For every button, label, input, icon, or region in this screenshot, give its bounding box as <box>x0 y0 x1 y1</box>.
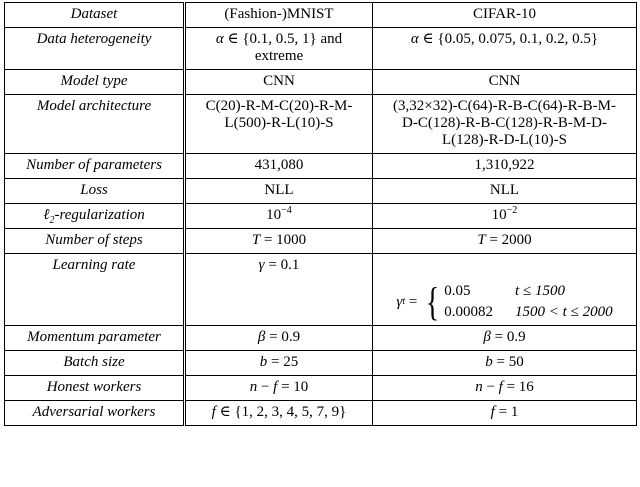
momentum-value: 0.9 <box>506 329 526 345</box>
arch-line: D-C(128)-R-B-C(128)-R-B-M-D- <box>402 115 607 131</box>
adversarial-set: {1, 2, 3, 4, 5, 7, 9} <box>234 404 347 420</box>
brace-glyph: { <box>425 279 440 324</box>
cell-mnist: γ = 0.1 <box>185 254 373 326</box>
lr-case-value: 0.05 <box>444 283 471 299</box>
cell-cifar: NLL <box>373 179 637 204</box>
l2-exponent: −2 <box>506 205 518 216</box>
row-label: Number of parameters <box>5 154 185 179</box>
heterogeneity-set: {0.05, 0.075, 0.1, 0.2, 0.5} <box>437 31 599 47</box>
cell-mnist: n − f = 10 <box>185 376 373 401</box>
heterogeneity-suffix: and <box>320 31 343 47</box>
arch-line: C(20)-R-M-C(20)-R-M- <box>205 98 353 114</box>
l2-sub: 2 <box>49 215 55 226</box>
row-label: Honest workers <box>5 376 185 401</box>
lr-case-condition: t ≤ 1500 <box>515 283 565 299</box>
table-row-l2 <box>5 204 637 229</box>
table-row-adversarial <box>5 401 637 426</box>
row-label: ℓ$_2$-regularization <box>5 204 185 229</box>
row-label: Data heterogeneity <box>5 28 185 70</box>
table-row-batch <box>5 351 637 376</box>
honest-value: 10 <box>293 379 309 395</box>
row-label: Dataset <box>5 3 185 28</box>
cell-cifar: n − f = 16 <box>373 376 637 401</box>
row-label: Number of steps <box>5 229 185 254</box>
l2-label-rest: -regularization <box>54 207 145 223</box>
cell-cifar <box>373 254 637 326</box>
arch-line: (3,32×32)-C(64)-R-B-C(64)-R-B-M- <box>392 98 616 114</box>
table-row-momentum <box>5 326 637 351</box>
cell-mnist: β = 0.9 <box>185 326 373 351</box>
adversarial-value: 1 <box>510 404 519 420</box>
cell-mnist: 431,080 <box>185 154 373 179</box>
cell-mnist: NLL <box>185 179 373 204</box>
cell-mnist: CNN <box>185 70 373 95</box>
table-row-steps <box>5 229 637 254</box>
cell-cifar <box>373 95 637 154</box>
cell-mnist: T = 1000 <box>185 229 373 254</box>
cell-cifar <box>373 204 637 229</box>
cell-mnist <box>185 204 373 229</box>
cell-cifar: 1,310,922 <box>373 154 637 179</box>
arch-line: L(128)-R-D-L(10)-S <box>442 132 567 148</box>
table-row-honest <box>5 376 637 401</box>
l2-base: 10 <box>491 207 507 223</box>
l2-base: 10 <box>266 207 282 223</box>
batch-value: 50 <box>508 354 524 370</box>
cell-cifar: T = 2000 <box>373 229 637 254</box>
row-label: Adversarial workers <box>5 401 185 426</box>
cell-mnist: f ∈ {1, 2, 3, 4, 5, 7, 9} <box>185 401 373 426</box>
table-row-loss <box>5 179 637 204</box>
cell-mnist: b = 25 <box>185 351 373 376</box>
lr-case-condition: 1500 < t ≤ 2000 <box>515 304 613 320</box>
l2-exponent: −4 <box>281 205 292 216</box>
steps-value: 2000 <box>501 232 532 248</box>
heterogeneity-set: {0.1, 0.5, 1} <box>242 31 317 47</box>
heterogeneity-extreme: extreme <box>254 48 304 64</box>
cell-cifar: f = 1 <box>373 401 637 426</box>
lr-case-value: 0.00082 <box>444 304 494 320</box>
table-row-model-type <box>5 70 637 95</box>
steps-value: 1000 <box>276 232 307 248</box>
table-row-parameters <box>5 154 637 179</box>
table-row-dataset <box>5 3 637 28</box>
table-row-learning-rate <box>5 254 637 326</box>
table-row-heterogeneity <box>5 28 637 70</box>
row-label: Learning rate <box>5 254 185 326</box>
row-label: Momentum parameter <box>5 326 185 351</box>
lr-value: 0.1 <box>280 257 300 273</box>
cell-mnist: (Fashion-)MNIST <box>185 3 373 28</box>
row-label: Model type <box>5 70 185 95</box>
hyperparameter-table <box>4 2 637 426</box>
row-label: Loss <box>5 179 185 204</box>
cell-cifar: α ∈ {0.05, 0.075, 0.1, 0.2, 0.5} <box>373 28 637 70</box>
table-row-architecture <box>5 95 637 154</box>
batch-value: 25 <box>283 354 299 370</box>
lr-piecewise: γ t = { 0.05 t ≤ 1500 0.00082 1500 < t ≤ 2000 <box>396 279 613 324</box>
cell-cifar: β = 0.9 <box>373 326 637 351</box>
cell-mnist <box>185 95 373 154</box>
cell-cifar: b = 50 <box>373 351 637 376</box>
cell-cifar: CIFAR-10 <box>373 3 637 28</box>
cell-cifar: CNN <box>373 70 637 95</box>
cell-mnist: α ∈ {0.1, 0.5, 1} and extreme <box>185 28 373 70</box>
momentum-value: 0.9 <box>281 329 301 345</box>
row-label: Batch size <box>5 351 185 376</box>
arch-line: L(500)-R-L(10)-S <box>224 115 334 131</box>
honest-value: 16 <box>518 379 534 395</box>
row-label: Model architecture <box>5 95 185 154</box>
